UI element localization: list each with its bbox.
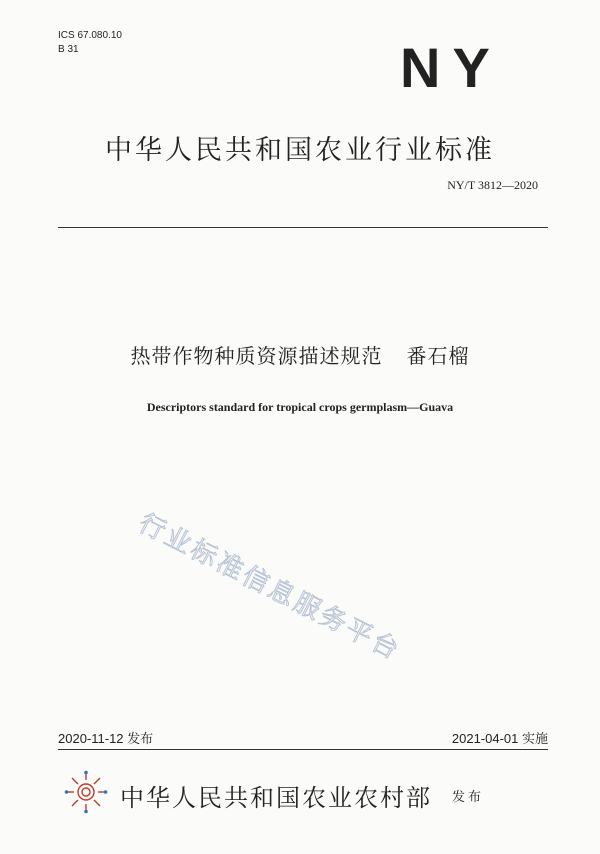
standard-number: NY/T 3812—2020 [447,178,538,192]
implementation-date: 2021-04-01 实施 [451,731,548,746]
bottom-divider [58,749,548,750]
issue-date: 2020-11-12 发布 [58,731,154,746]
ccs-code: B 31 [58,44,79,55]
top-divider [58,227,548,228]
english-title: Descriptors standard for tropical crops germplasm—Guava [146,400,454,414]
watermark-text: 行业标准信息服务平台 [133,508,406,667]
ministry-name: 中华人民共和国农业农村部 [120,784,432,812]
classification-codes [58,29,122,57]
ny-logo: NY [400,36,502,99]
chinese-title-main: 热带作物种质资源描述规范 [130,344,383,368]
ministry-emblem-icon [64,770,108,814]
ics-code: ICS 67.080.10 [58,30,122,41]
chinese-title [0,340,600,369]
publish-label: 发布 [452,790,485,805]
standard-organization-title: 中华人民共和国农业行业标准 [105,135,495,166]
chinese-title-sub: 番石榴 [406,344,470,368]
